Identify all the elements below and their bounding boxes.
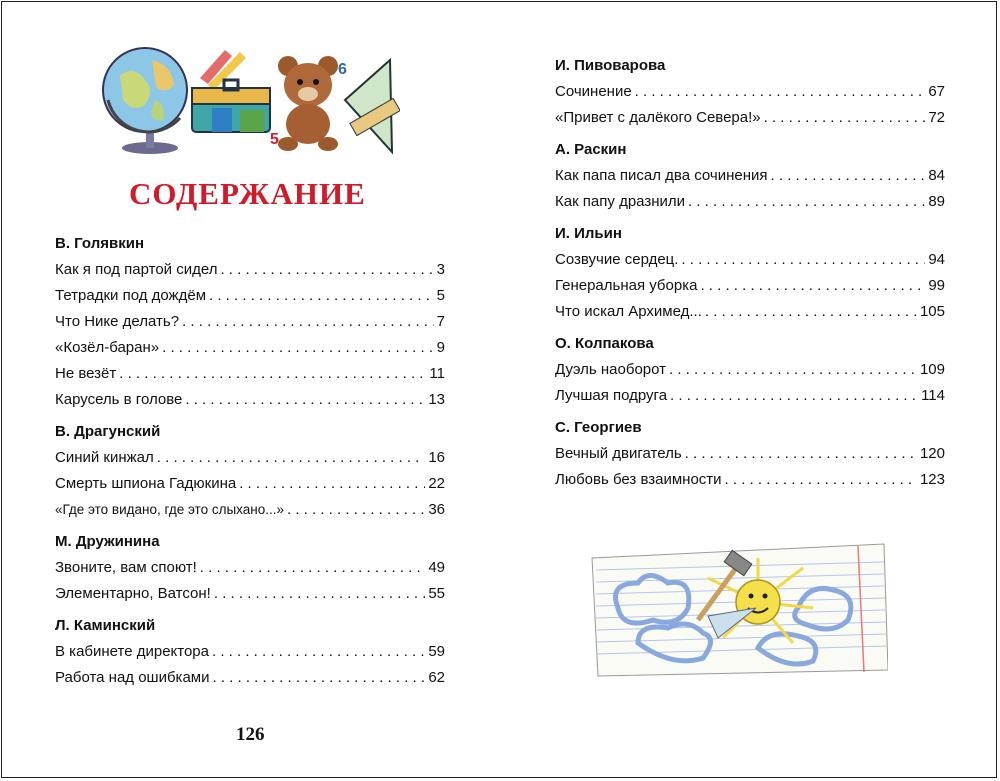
toc-entry[interactable] — [55, 639, 445, 665]
toc-entry[interactable] — [55, 555, 445, 581]
decor-number-five: 5 — [270, 131, 279, 148]
toc-entry-title: Не везёт — [55, 365, 117, 382]
toc-entry[interactable] — [55, 581, 445, 607]
toc-entry[interactable] — [555, 105, 945, 131]
toc-leader-dots — [200, 555, 426, 581]
toc-leader-dots — [669, 357, 917, 383]
toc-leader-dots — [688, 189, 925, 215]
toc-entry[interactable] — [555, 163, 945, 189]
toc-entry-page: 105 — [919, 303, 945, 320]
toc-entry-page: 13 — [428, 391, 445, 408]
toc-entry-title: Синий кинжал — [55, 449, 154, 466]
toc-entry-title: Любовь без взаимности — [555, 471, 722, 488]
toc-author: И. Ильин — [555, 225, 622, 242]
teddy-bear-icon — [278, 56, 338, 151]
toc-entry-title: В кабинете директора — [55, 643, 209, 660]
toc-leader-dots — [771, 163, 926, 189]
toc-entry[interactable] — [555, 441, 945, 467]
toc-entry-page: 5 — [436, 287, 445, 304]
toc-leader-dots — [681, 247, 925, 273]
toc-entry-title: Как папу дразнили — [555, 193, 686, 210]
toc-leader-dots — [209, 283, 434, 309]
toc-entry-title: Смерть шпиона Гадюкина — [55, 475, 237, 492]
decor-number-six: 6 — [338, 61, 347, 78]
toc-author: А. Раскин — [555, 141, 627, 158]
toc-entry-page: 67 — [928, 83, 945, 100]
toc-section — [55, 529, 445, 607]
toc-leader-dots — [287, 497, 425, 523]
toc-author: Л. Каминский — [55, 617, 156, 634]
toc-author: В. Драгунский — [55, 423, 161, 440]
toc-entry[interactable] — [55, 445, 445, 471]
toc-entry[interactable] — [55, 471, 445, 497]
toc-entry-page: 123 — [919, 471, 945, 488]
toc-entry[interactable] — [55, 257, 445, 283]
toc-entry-title: Работа над ошибками — [55, 669, 210, 686]
toc-entry[interactable] — [55, 387, 445, 413]
toc-section — [555, 415, 945, 493]
toc-entry-title: Сочинение — [555, 83, 632, 100]
toc-entry[interactable] — [55, 361, 445, 387]
toc-leader-dots — [239, 471, 425, 497]
toc-leader-dots — [705, 299, 917, 325]
toc-author: С. Георгиев — [555, 419, 642, 436]
toc-entry-page: 109 — [919, 361, 945, 378]
toc-entry-title: «Козёл-баран» — [55, 339, 160, 356]
toc-entry[interactable] — [555, 189, 945, 215]
toc-section — [55, 419, 445, 523]
toc-leader-dots — [162, 335, 434, 361]
toc-entry-page: 55 — [428, 585, 445, 602]
toc-leader-dots — [670, 383, 918, 409]
toc-entry-page: 84 — [928, 167, 945, 184]
toc-section — [555, 221, 945, 325]
school-illustration — [100, 40, 400, 160]
toc-entry-page: 3 — [436, 261, 445, 278]
toc-entry-page: 94 — [928, 251, 945, 268]
toc-leader-dots — [212, 665, 425, 691]
toc-leader-dots — [220, 257, 433, 283]
toc-entry-page: 114 — [921, 387, 945, 404]
page-number: 126 — [236, 724, 265, 745]
toc-leader-dots — [119, 361, 426, 387]
toc-entry[interactable] — [555, 247, 945, 273]
page-title: СОДЕРЖАНИЕ — [129, 176, 366, 211]
toc-author: О. Колпакова — [555, 335, 654, 352]
toc-entry[interactable] — [55, 309, 445, 335]
toc-entry[interactable] — [55, 283, 445, 309]
toc-entry-title: «Где это видано, где это слыхано...» — [55, 502, 284, 517]
toc-leader-dots — [157, 445, 426, 471]
toc-leader-dots — [685, 441, 917, 467]
toc-leader-dots — [700, 273, 925, 299]
toc-left-column — [55, 231, 445, 691]
toc-leader-dots — [182, 309, 434, 335]
toc-entry-title: Лучшая подруга — [555, 387, 668, 404]
briefcase-icon — [192, 50, 270, 132]
toc-author: М. Дружинина — [55, 533, 160, 550]
toc-entry-title: Звоните, вам споют! — [55, 559, 197, 576]
toc-entry[interactable] — [55, 665, 445, 691]
toc-entry-page: 11 — [429, 365, 445, 382]
toc-leader-dots — [764, 105, 926, 131]
toc-leader-dots — [212, 639, 425, 665]
toc-entry-title: «Привет с далёкого Севера!» — [555, 109, 761, 126]
toc-entry-title: Тетрадки под дождём — [55, 287, 207, 304]
toc-section — [55, 231, 445, 413]
toc-section — [555, 53, 945, 131]
toc-entry-page: 99 — [928, 277, 945, 294]
toc-author: В. Голявкин — [55, 235, 145, 252]
globe-icon — [103, 48, 187, 154]
toc-entry[interactable] — [55, 497, 445, 523]
toc-entry-page: 36 — [428, 501, 445, 518]
toc-entry-title: Что искал Архимед... — [555, 303, 702, 320]
toc-right-column — [555, 53, 945, 493]
toc-entry-title: Карусель в голове — [55, 391, 183, 408]
toc-entry[interactable] — [555, 273, 945, 299]
toc-entry-title: Как я под партой сидел — [55, 261, 218, 278]
toc-entry-title: Элементарно, Ватсон! — [55, 585, 211, 602]
toc-entry-page: 62 — [428, 669, 445, 686]
toc-leader-dots — [725, 467, 917, 493]
toc-leader-dots — [635, 79, 926, 105]
toc-entry[interactable] — [555, 79, 945, 105]
toc-entry-page: 59 — [428, 643, 445, 660]
toc-author: И. Пивоварова — [555, 57, 666, 74]
toc-entry-title: Генеральная уборка — [555, 277, 698, 294]
toc-leader-dots — [214, 581, 425, 607]
toc-entry-title: Созвучие сердец. — [555, 251, 679, 268]
toc-entry[interactable] — [555, 383, 945, 409]
toc-entry-title: Дуэль наоборот — [555, 361, 667, 378]
toc-entry-page: 120 — [919, 445, 945, 462]
toc-entry-title: Как папа писал два сочинения — [555, 167, 768, 184]
notebook-sun-drawing — [588, 538, 888, 678]
toc-section — [555, 137, 945, 215]
toc-entry-page: 9 — [436, 339, 445, 356]
toc-entry[interactable] — [555, 299, 945, 325]
toc-entry[interactable] — [55, 335, 445, 361]
toc-entry-page: 16 — [428, 449, 445, 466]
toc-entry-page: 7 — [436, 313, 445, 330]
toc-leader-dots — [185, 387, 425, 413]
ruler-icon — [345, 60, 400, 152]
toc-entry-page: 72 — [928, 109, 945, 126]
toc-section — [555, 331, 945, 409]
toc-entry-title: Вечный двигатель — [555, 445, 682, 462]
toc-entry-title: Что Нике делать? — [55, 313, 180, 330]
toc-entry-page: 22 — [428, 475, 445, 492]
toc-entry[interactable] — [555, 467, 945, 493]
toc-entry-page: 49 — [428, 559, 445, 576]
toc-section — [55, 613, 445, 691]
toc-entry-page: 89 — [928, 193, 945, 210]
toc-entry[interactable] — [555, 357, 945, 383]
